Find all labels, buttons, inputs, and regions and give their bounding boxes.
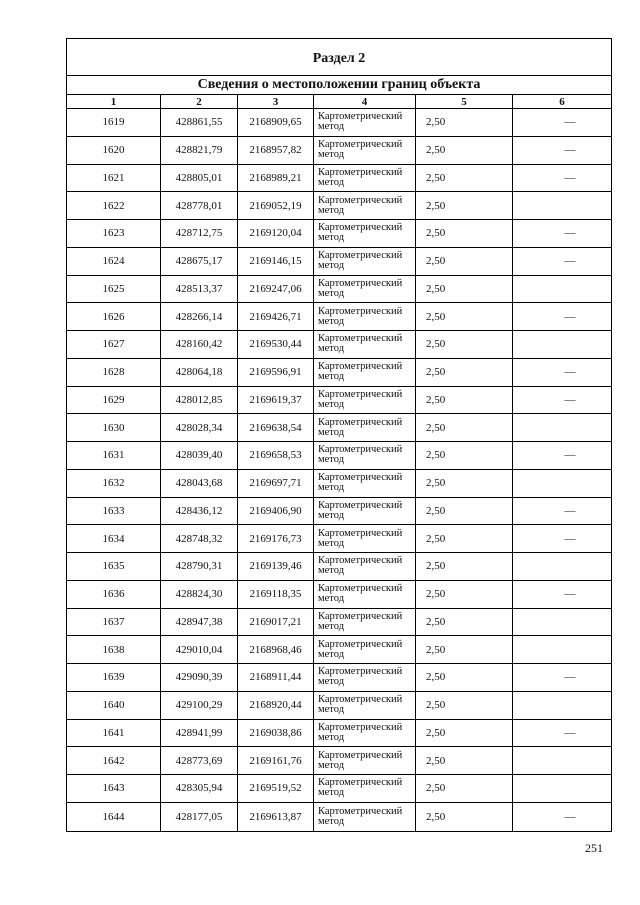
note-cell [513, 775, 611, 802]
note-dash: — [564, 144, 576, 157]
point-number-cell: 1640 [67, 692, 161, 719]
table-row [67, 442, 611, 470]
table-row [67, 692, 611, 720]
point-number-cell: 1638 [67, 636, 161, 663]
x-coordinate-cell: 428712,75 [161, 220, 238, 247]
x-coordinate-cell: 428039,40 [161, 442, 238, 469]
method-cell [314, 747, 416, 774]
note-cell [513, 470, 611, 497]
method-line: Картометрический [318, 222, 403, 234]
point-number-cell: 1633 [67, 498, 161, 525]
accuracy-cell: 2,50 [416, 498, 513, 525]
method-cell [314, 165, 416, 192]
table-row [67, 220, 611, 248]
accuracy-cell: 2,50 [416, 165, 513, 192]
method-cell [314, 692, 416, 719]
method-line: метод [318, 815, 345, 827]
method-line: метод [318, 204, 345, 216]
x-coordinate-cell: 428947,38 [161, 609, 238, 636]
table-row [67, 720, 611, 748]
x-coordinate-cell: 428012,85 [161, 387, 238, 414]
note-dash: — [564, 227, 576, 240]
y-coordinate-cell: 2169052,19 [238, 192, 314, 219]
point-number-cell: 1635 [67, 553, 161, 580]
table-row [67, 581, 611, 609]
y-coordinate-cell: 2169697,71 [238, 470, 314, 497]
x-coordinate-cell: 429100,29 [161, 692, 238, 719]
table-row [67, 470, 611, 498]
section-subtitle: Сведения о местоположении границ объекта [67, 76, 611, 95]
method-cell [314, 359, 416, 386]
method-cell [314, 109, 416, 136]
accuracy-cell: 2,50 [416, 192, 513, 219]
table-row [67, 414, 611, 442]
y-coordinate-cell: 2168909,65 [238, 109, 314, 136]
point-number-cell: 1632 [67, 470, 161, 497]
y-coordinate-cell: 2169613,87 [238, 803, 314, 831]
note-cell [513, 636, 611, 663]
x-coordinate-cell: 428043,68 [161, 470, 238, 497]
table-row [67, 109, 611, 137]
note-cell [513, 414, 611, 441]
method-line: метод [318, 426, 345, 438]
method-line: метод [318, 648, 345, 660]
y-coordinate-cell: 2169638,54 [238, 414, 314, 441]
table-row [67, 331, 611, 359]
note-cell [513, 248, 611, 275]
method-line: Картометрический [318, 666, 403, 678]
method-line: метод [318, 759, 345, 771]
method-cell [314, 248, 416, 275]
column-header: 6 [559, 95, 565, 108]
accuracy-cell: 2,50 [416, 470, 513, 497]
accuracy-cell: 2,50 [416, 414, 513, 441]
note-cell [513, 276, 611, 303]
method-cell [314, 553, 416, 580]
column-header: 3 [238, 95, 314, 108]
x-coordinate-cell: 429010,04 [161, 636, 238, 663]
note-cell [513, 331, 611, 358]
accuracy-cell: 2,50 [416, 220, 513, 247]
note-dash: — [564, 449, 576, 462]
method-cell [314, 581, 416, 608]
method-line: Картометрический [318, 527, 403, 539]
method-line: метод [318, 232, 345, 244]
note-cell [513, 192, 611, 219]
y-coordinate-cell: 2168957,82 [238, 137, 314, 164]
note-cell [513, 165, 611, 192]
accuracy-cell: 2,50 [416, 803, 513, 831]
accuracy-cell: 2,50 [416, 609, 513, 636]
method-line: метод [318, 149, 345, 161]
point-number-cell: 1636 [67, 581, 161, 608]
table-row [67, 165, 611, 193]
point-number-cell: 1628 [67, 359, 161, 386]
accuracy-cell: 2,50 [416, 248, 513, 275]
x-coordinate-cell: 428821,79 [161, 137, 238, 164]
point-number-cell: 1637 [67, 609, 161, 636]
y-coordinate-cell: 2168920,44 [238, 692, 314, 719]
method-line: Картометрический [318, 305, 403, 317]
method-line: Картометрический [318, 749, 403, 761]
table-row [67, 553, 611, 581]
method-line: метод [318, 676, 345, 688]
x-coordinate-cell: 428778,01 [161, 192, 238, 219]
note-dash: — [564, 310, 576, 323]
note-dash: — [564, 810, 576, 823]
y-coordinate-cell: 2169161,76 [238, 747, 314, 774]
note-dash: — [564, 532, 576, 545]
method-cell [314, 664, 416, 691]
section-title: Раздел 2 [67, 39, 611, 76]
table-row [67, 248, 611, 276]
table-row [67, 747, 611, 775]
x-coordinate-cell: 428824,30 [161, 581, 238, 608]
point-number-cell: 1643 [67, 775, 161, 802]
note-cell [513, 581, 611, 608]
table-body [67, 109, 611, 831]
method-line: Картометрический [318, 166, 403, 178]
note-dash: — [564, 726, 576, 739]
method-line: Картометрический [318, 444, 403, 456]
note-cell [513, 609, 611, 636]
method-line: метод [318, 787, 345, 799]
x-coordinate-cell: 428513,37 [161, 276, 238, 303]
method-cell [314, 331, 416, 358]
document-sheet [66, 38, 612, 832]
point-number-cell: 1623 [67, 220, 161, 247]
note-cell [513, 220, 611, 247]
y-coordinate-cell: 2169530,44 [238, 331, 314, 358]
method-cell [314, 720, 416, 747]
page-number: 251 [585, 841, 603, 855]
note-cell [513, 525, 611, 552]
x-coordinate-cell: 428160,42 [161, 331, 238, 358]
note-cell [513, 498, 611, 525]
method-line: метод [318, 482, 345, 494]
method-cell [314, 803, 416, 831]
table-row [67, 137, 611, 165]
table-row [67, 609, 611, 637]
point-number-cell: 1622 [67, 192, 161, 219]
accuracy-cell: 2,50 [416, 553, 513, 580]
column-header: 5 [416, 95, 513, 108]
method-line: Картометрический [318, 194, 403, 206]
method-cell [314, 137, 416, 164]
note-cell [513, 303, 611, 330]
table-row [67, 303, 611, 331]
x-coordinate-cell: 428861,55 [161, 109, 238, 136]
method-line: метод [318, 731, 345, 743]
method-line: метод [318, 704, 345, 716]
table-row [67, 636, 611, 664]
method-line: Картометрический [318, 721, 403, 733]
table-row [67, 525, 611, 553]
table-header-row [67, 95, 611, 109]
y-coordinate-cell: 2168911,44 [238, 664, 314, 691]
note-dash: — [564, 366, 576, 379]
table-row [67, 192, 611, 220]
table-row [67, 775, 611, 803]
note-dash: — [564, 671, 576, 684]
method-line: метод [318, 176, 345, 188]
method-line: Картометрический [318, 805, 403, 817]
accuracy-cell: 2,50 [416, 720, 513, 747]
method-cell [314, 775, 416, 802]
method-cell [314, 609, 416, 636]
method-line: метод [318, 509, 345, 521]
method-line: Картометрический [318, 361, 403, 373]
note-cell [513, 803, 611, 831]
y-coordinate-cell: 2169426,71 [238, 303, 314, 330]
y-coordinate-cell: 2169038,86 [238, 720, 314, 747]
boundary-coordinates-table [67, 95, 611, 831]
accuracy-cell: 2,50 [416, 331, 513, 358]
method-line: метод [318, 454, 345, 466]
accuracy-cell: 2,50 [416, 581, 513, 608]
note-cell [513, 747, 611, 774]
y-coordinate-cell: 2169017,21 [238, 609, 314, 636]
note-dash: — [564, 171, 576, 184]
point-number-cell: 1621 [67, 165, 161, 192]
x-coordinate-cell: 428748,32 [161, 525, 238, 552]
x-coordinate-cell: 428790,31 [161, 553, 238, 580]
x-coordinate-cell: 429090,39 [161, 664, 238, 691]
point-number-cell: 1630 [67, 414, 161, 441]
table-row [67, 387, 611, 415]
y-coordinate-cell: 2168968,46 [238, 636, 314, 663]
column-header: 1 [67, 95, 161, 108]
method-line: Картометрический [318, 694, 403, 706]
method-line: Картометрический [318, 499, 403, 511]
table-row [67, 664, 611, 692]
note-cell [513, 664, 611, 691]
method-line: Картометрический [318, 111, 403, 123]
method-line: Картометрический [318, 583, 403, 595]
method-cell [314, 525, 416, 552]
note-dash: — [564, 504, 576, 517]
method-line: Картометрический [318, 555, 403, 567]
y-coordinate-cell: 2169247,06 [238, 276, 314, 303]
y-coordinate-cell: 2169519,52 [238, 775, 314, 802]
note-cell [513, 553, 611, 580]
x-coordinate-cell: 428028,34 [161, 414, 238, 441]
method-line: Картометрический [318, 388, 403, 400]
method-line: Картометрический [318, 610, 403, 622]
accuracy-cell: 2,50 [416, 442, 513, 469]
method-line: метод [318, 260, 345, 272]
note-cell [513, 692, 611, 719]
accuracy-cell: 2,50 [416, 303, 513, 330]
note-dash: — [564, 255, 576, 268]
method-cell [314, 303, 416, 330]
method-line: метод [318, 287, 345, 299]
note-cell [513, 137, 611, 164]
table-row [67, 498, 611, 526]
method-line: метод [318, 343, 345, 355]
method-line: метод [318, 121, 345, 133]
accuracy-cell: 2,50 [416, 387, 513, 414]
point-number-cell: 1624 [67, 248, 161, 275]
point-number-cell: 1629 [67, 387, 161, 414]
method-line: метод [318, 565, 345, 577]
accuracy-cell: 2,50 [416, 775, 513, 802]
method-line: метод [318, 593, 345, 605]
method-line: Картометрический [318, 277, 403, 289]
column-header: 2 [161, 95, 238, 108]
point-number-cell: 1626 [67, 303, 161, 330]
y-coordinate-cell: 2169406,90 [238, 498, 314, 525]
point-number-cell: 1625 [67, 276, 161, 303]
method-line: метод [318, 620, 345, 632]
accuracy-cell: 2,50 [416, 525, 513, 552]
table-row [67, 276, 611, 304]
x-coordinate-cell: 428177,05 [161, 803, 238, 831]
accuracy-cell: 2,50 [416, 692, 513, 719]
accuracy-cell: 2,50 [416, 276, 513, 303]
method-line: Картометрический [318, 139, 403, 151]
method-cell [314, 498, 416, 525]
note-dash: — [564, 393, 576, 406]
column-header: 4 [314, 95, 416, 108]
accuracy-cell: 2,50 [416, 664, 513, 691]
accuracy-cell: 2,50 [416, 747, 513, 774]
y-coordinate-cell: 2169139,46 [238, 553, 314, 580]
method-cell [314, 470, 416, 497]
note-dash: — [564, 588, 576, 601]
note-cell [513, 387, 611, 414]
accuracy-cell: 2,50 [416, 109, 513, 136]
point-number-cell: 1639 [67, 664, 161, 691]
y-coordinate-cell: 2168989,21 [238, 165, 314, 192]
point-number-cell: 1620 [67, 137, 161, 164]
point-number-cell: 1627 [67, 331, 161, 358]
note-dash: — [564, 116, 576, 129]
table-row [67, 359, 611, 387]
table-row [67, 803, 611, 831]
x-coordinate-cell: 428266,14 [161, 303, 238, 330]
y-coordinate-cell: 2169120,04 [238, 220, 314, 247]
x-coordinate-cell: 428436,12 [161, 498, 238, 525]
point-number-cell: 1642 [67, 747, 161, 774]
method-cell [314, 414, 416, 441]
y-coordinate-cell: 2169596,91 [238, 359, 314, 386]
method-line: метод [318, 371, 345, 383]
method-line: Картометрический [318, 250, 403, 262]
note-cell [513, 359, 611, 386]
point-number-cell: 1619 [67, 109, 161, 136]
y-coordinate-cell: 2169176,73 [238, 525, 314, 552]
accuracy-cell: 2,50 [416, 636, 513, 663]
x-coordinate-cell: 428773,69 [161, 747, 238, 774]
method-cell [314, 387, 416, 414]
method-line: Картометрический [318, 416, 403, 428]
x-coordinate-cell: 428805,01 [161, 165, 238, 192]
method-line: метод [318, 537, 345, 549]
point-number-cell: 1634 [67, 525, 161, 552]
method-cell [314, 442, 416, 469]
point-number-cell: 1644 [67, 803, 161, 831]
x-coordinate-cell: 428675,17 [161, 248, 238, 275]
point-number-cell: 1641 [67, 720, 161, 747]
method-line: Картометрический [318, 777, 403, 789]
x-coordinate-cell: 428941,99 [161, 720, 238, 747]
x-coordinate-cell: 428064,18 [161, 359, 238, 386]
method-cell [314, 192, 416, 219]
method-cell [314, 276, 416, 303]
note-cell [513, 720, 611, 747]
method-line: метод [318, 398, 345, 410]
x-coordinate-cell: 428305,94 [161, 775, 238, 802]
method-cell [314, 636, 416, 663]
y-coordinate-cell: 2169658,53 [238, 442, 314, 469]
y-coordinate-cell: 2169118,35 [238, 581, 314, 608]
method-line: Картометрический [318, 472, 403, 484]
note-cell [513, 109, 611, 136]
method-line: метод [318, 315, 345, 327]
point-number-cell: 1631 [67, 442, 161, 469]
y-coordinate-cell: 2169619,37 [238, 387, 314, 414]
note-cell [513, 442, 611, 469]
method-line: Картометрический [318, 333, 403, 345]
y-coordinate-cell: 2169146,15 [238, 248, 314, 275]
method-line: Картометрический [318, 638, 403, 650]
accuracy-cell: 2,50 [416, 137, 513, 164]
method-cell [314, 220, 416, 247]
accuracy-cell: 2,50 [416, 359, 513, 386]
